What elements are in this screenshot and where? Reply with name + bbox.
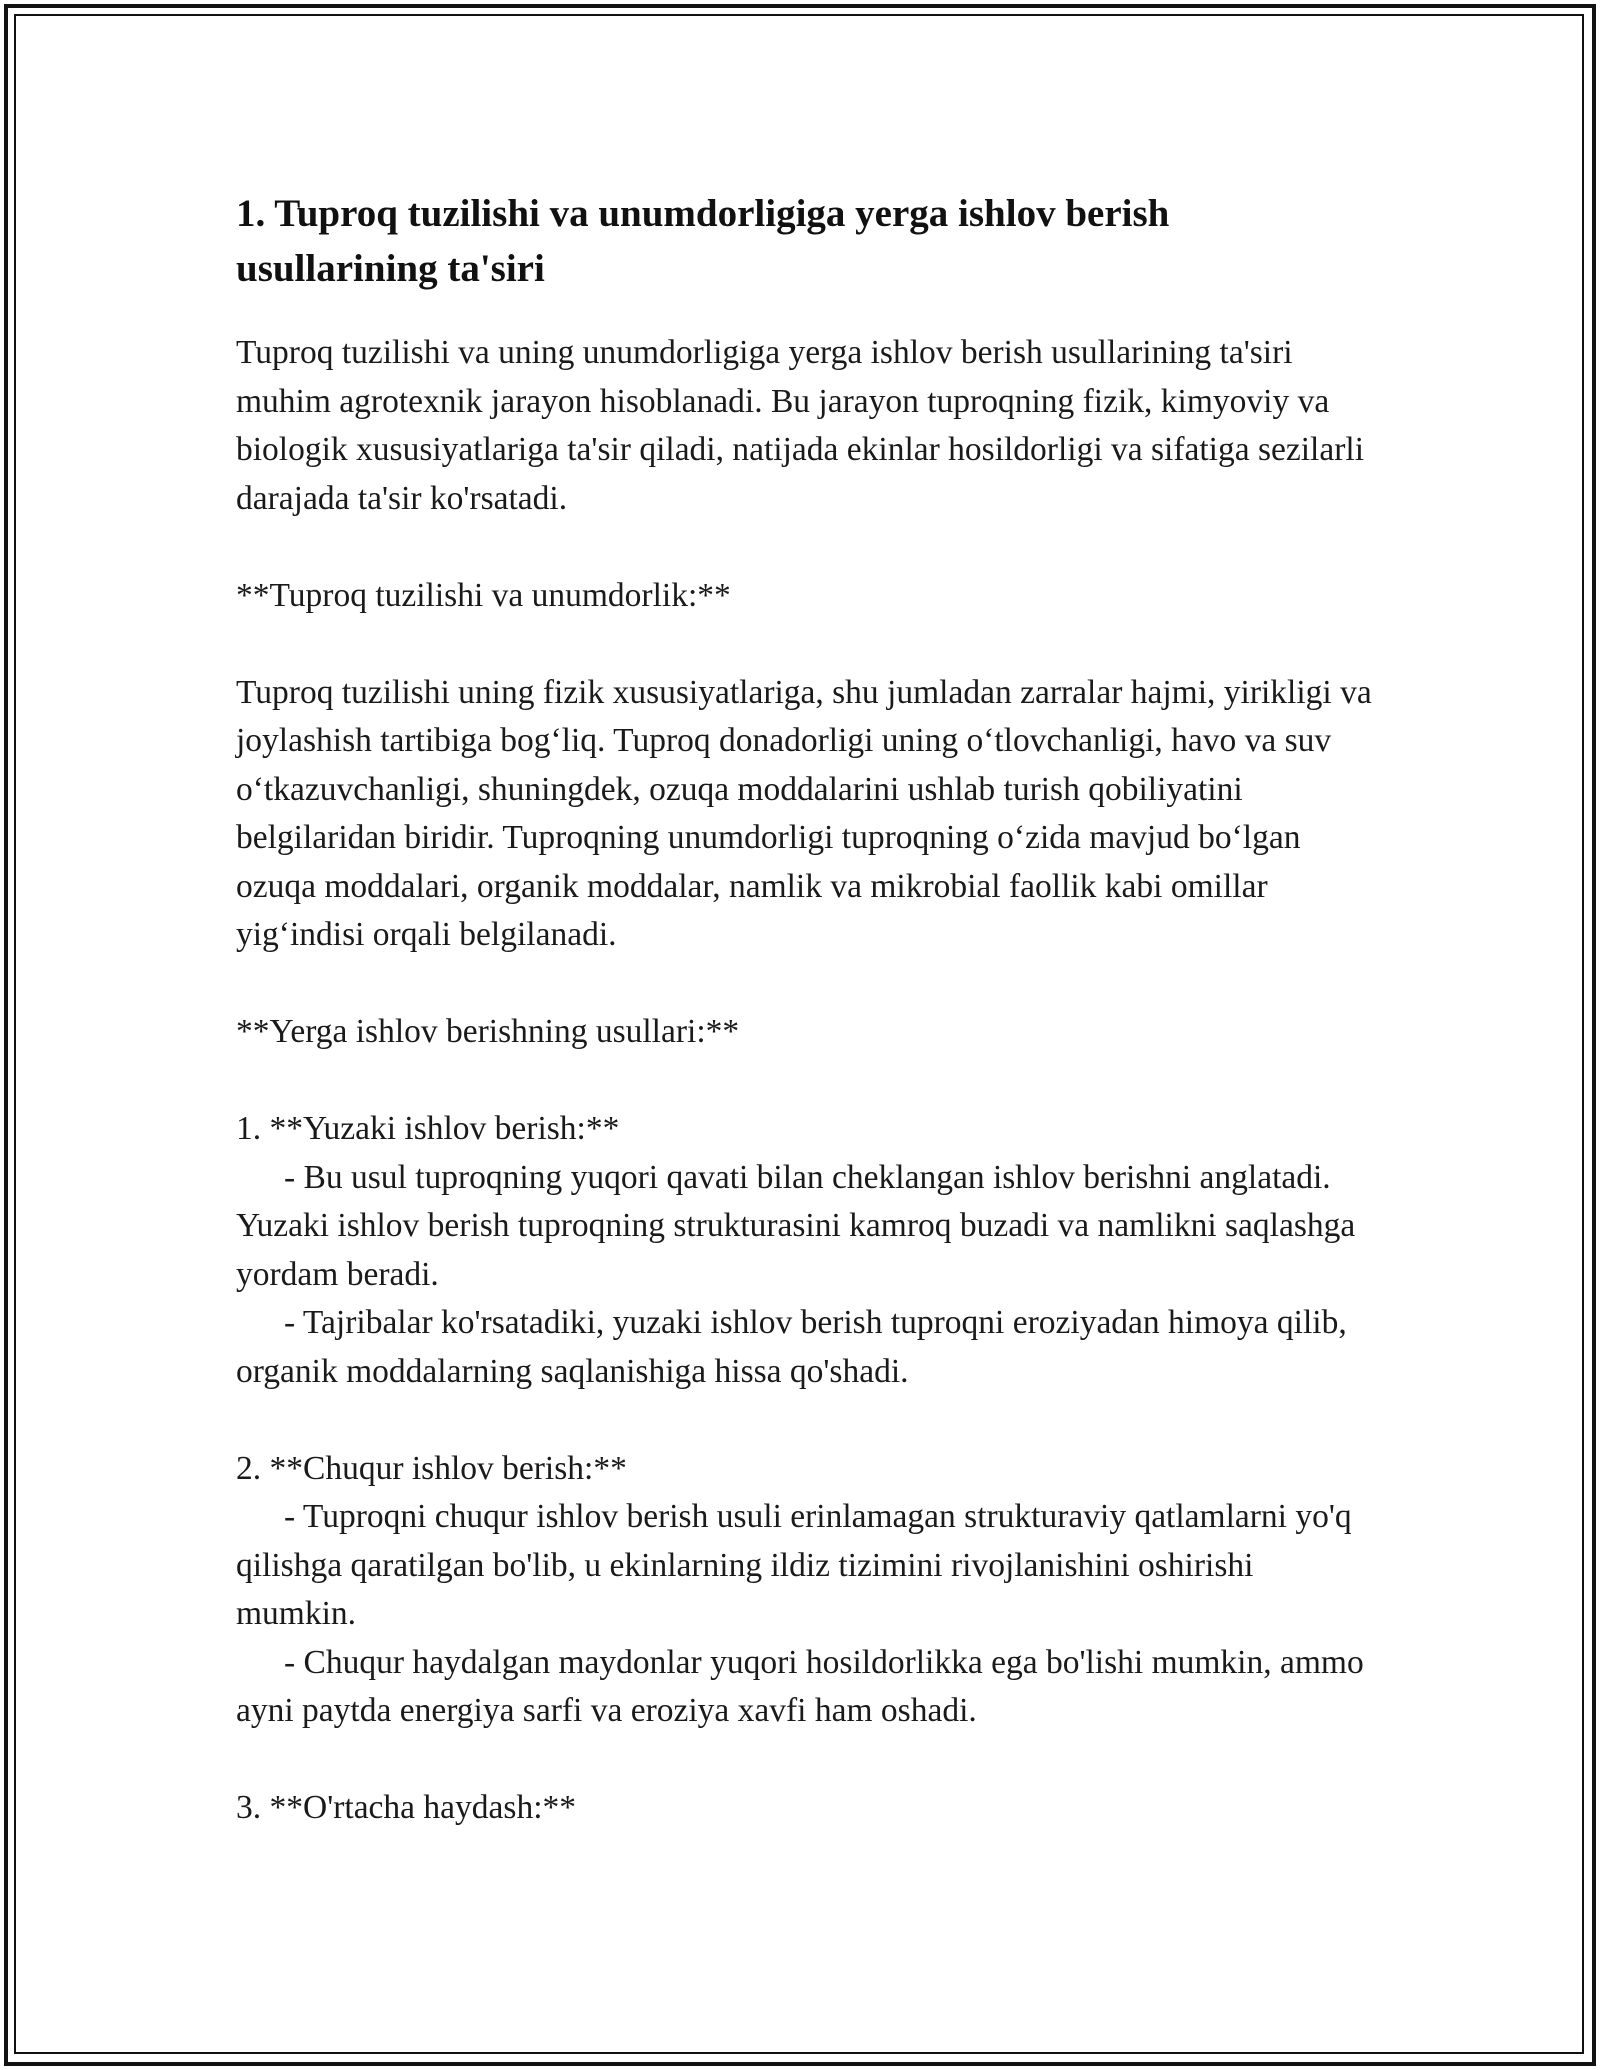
list-item-surface-tillage-point-2 (236, 1299, 1376, 1396)
section-heading-soil-structure: **Tuproq tuzilishi va unumdorlik:** (236, 576, 731, 614)
list-item-deep-tillage-point-1 (236, 1493, 1376, 1639)
spacer (236, 960, 1376, 1009)
point-text: - Tajribalar ko'rsatadiki, yuzaki ishlov berish tuproqni eroziyadan himoya qilib, organik moddalarning saqlanishiga hissa qo'shadi. (236, 1304, 1347, 1390)
soil-structure-paragraph: Tuproq tuzilishi uning fizik xususiyatlariga, shu jumladan zarralar hajmi, yirikligi va joylashish tartibiga bog‘liq. Tuproq donadorligi uning o‘tlovchanligi, havo va suv o‘tkazuvchanligi, shuningdek, ozuqa moddalarini ushlab turish qobiliyatini belgilaridan biridir. Tuproqning unumdorligi tuproqning o‘zida mavjud bo‘lgan ozuqa moddalari, organik moddalar, namlik va mikrobial faollik kabi omillar yig‘indisi orqali belgilanadi. (236, 673, 1372, 953)
document-page (236, 186, 1376, 1833)
document-title: 1. Tuproq tuzilishi va unumdorligiga yerga ishlov berish usullarining ta'siri (236, 192, 1170, 290)
spacer (236, 1736, 1376, 1785)
intro-paragraph: Tuproq tuzilishi va uning unumdorligiga yerga ishlov berish usullarining ta'siri muhim agrotexnik jarayon hisoblanadi. Bu jarayon tuproqning fizik, kimyoviy va biologik xususiyatlariga ta'sir qiladi, natijada ekinlar hosildorligi va sifatiga sezilarli darajada ta'sir ko'rsatadi. (236, 334, 1365, 517)
list-item-deep-tillage-point-2 (236, 1639, 1376, 1736)
list-item-medium-ploughing-title: 3. **O'rtacha haydash:** (236, 1789, 577, 1826)
spacer (236, 523, 1376, 572)
point-text: - Bu usul tuproqning yuqori qavati bilan cheklangan ishlov berishni anglatadi. Yuzaki ishlov berish tuproqning strukturasini kamroq buzadi va namlikni saqlashga yordam beradi. (236, 1158, 1356, 1293)
list-item-surface-tillage-title: 1. **Yuzaki ishlov berish:** (236, 1110, 620, 1147)
point-text: - Chuqur haydalgan maydonlar yuqori hosildorlikka ega bo'lishi mumkin, ammo ayni paytda energiya sarfi va eroziya xavfi ham oshadi. (236, 1643, 1364, 1729)
point-text: - Tuproqni chuqur ishlov berish usuli erinlamagan strukturaviy qatlamlarni yo'q qilishga qaratilgan bo'lib, u ekinlarning ildiz tizimini rivojlanishini oshirishi mumkin. (236, 1498, 1352, 1632)
section-heading-tillage-methods: **Yerga ishlov berishning usullari:** (236, 1013, 740, 1050)
list-item-deep-tillage-title: 2. **Chuqur ishlov berish:** (236, 1449, 627, 1487)
list-item-surface-tillage-point-1 (236, 1154, 1376, 1300)
spacer (236, 620, 1376, 669)
spacer (236, 1057, 1376, 1106)
spacer (236, 1396, 1376, 1445)
